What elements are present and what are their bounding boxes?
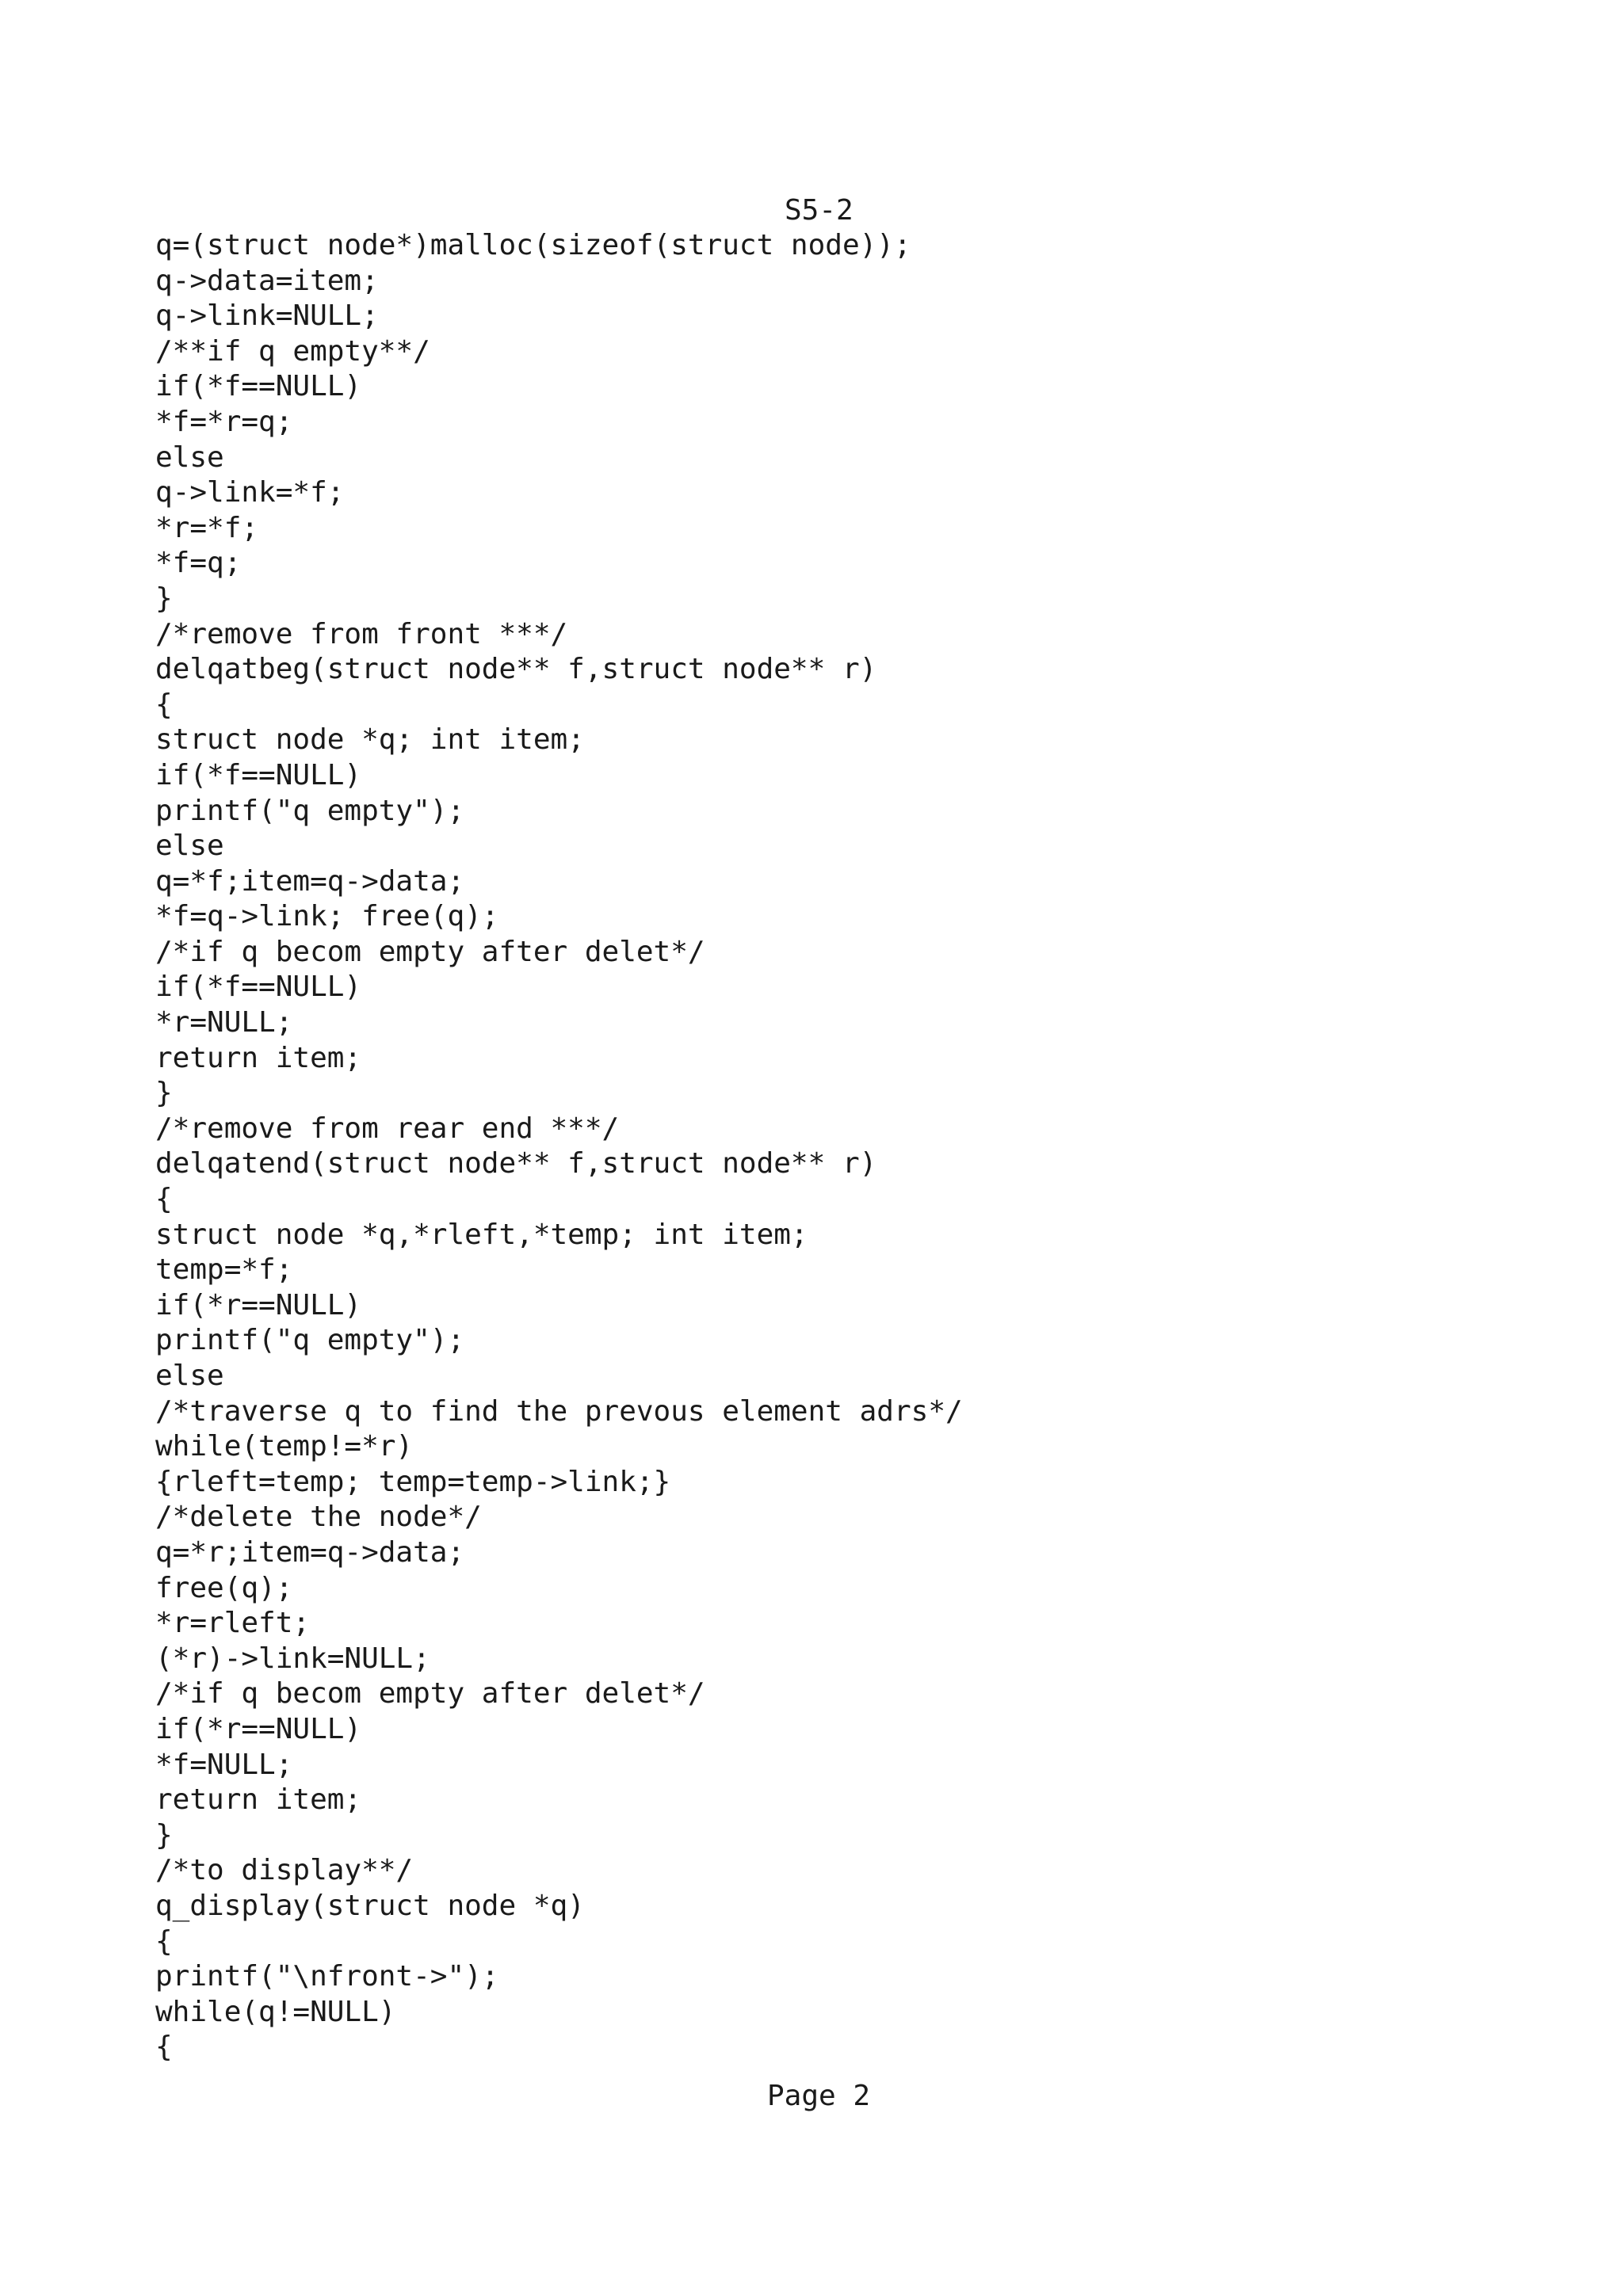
code-line: temp=*f; bbox=[155, 1253, 293, 1287]
code-line: { bbox=[155, 2031, 173, 2064]
code-line: /*traverse q to find the prevous element adrs*/ bbox=[155, 1394, 963, 1428]
code-line: /*remove from front ***/ bbox=[155, 617, 568, 650]
code-line: printf("\nfront->"); bbox=[155, 1960, 499, 1993]
code-line: if(*f==NULL) bbox=[155, 758, 362, 791]
code-line: *r=rleft; bbox=[155, 1607, 311, 1640]
code-line: while(temp!=*r) bbox=[155, 1430, 414, 1463]
code-line: /*to display**/ bbox=[155, 1854, 414, 1887]
code-line: q->link=*f; bbox=[155, 476, 345, 509]
code-line: (*r)->link=NULL; bbox=[155, 1642, 430, 1675]
code-line: delqatbeg(struct node** f,struct node** r) bbox=[155, 653, 877, 686]
code-line: if(*r==NULL) bbox=[155, 1712, 362, 1745]
code-line: q->data=item; bbox=[155, 264, 379, 297]
code-line: *r=*f; bbox=[155, 511, 259, 544]
code-line: q=*f;item=q->data; bbox=[155, 864, 465, 898]
code-line: } bbox=[155, 1077, 173, 1110]
code-line: /*if q becom empty after delet*/ bbox=[155, 1677, 705, 1711]
code-line: else bbox=[155, 830, 224, 863]
code-line: printf("q empty"); bbox=[155, 1324, 465, 1357]
code-line: q=*r;item=q->data; bbox=[155, 1535, 465, 1569]
code-line: else bbox=[155, 1360, 224, 1392]
code-line: *f=NULL; bbox=[155, 1748, 293, 1781]
code-line: *f=*r=q; bbox=[155, 405, 293, 438]
page-number: Page 2 bbox=[767, 2080, 871, 2112]
code-line: printf("q empty"); bbox=[155, 794, 465, 827]
code-line: return item; bbox=[155, 1041, 362, 1074]
code-line: *f=q->link; free(q); bbox=[155, 900, 499, 933]
code-line: free(q); bbox=[155, 1571, 293, 1604]
code-line: /*remove from rear end ***/ bbox=[155, 1112, 620, 1145]
code-line: /*if q becom empty after delet*/ bbox=[155, 935, 705, 968]
code-line: else bbox=[155, 441, 224, 474]
code-line: if(*f==NULL) bbox=[155, 370, 362, 403]
code-line: { bbox=[155, 688, 173, 721]
page-header: S5-2 bbox=[785, 194, 854, 227]
code-line: /*delete the node*/ bbox=[155, 1501, 482, 1534]
code-line: struct node *q; int item; bbox=[155, 723, 585, 757]
code-line: { bbox=[155, 1183, 173, 1216]
code-line: { bbox=[155, 1924, 173, 1958]
code-line: if(*r==NULL) bbox=[155, 1288, 362, 1322]
code-line: q->link=NULL; bbox=[155, 299, 379, 333]
code-line: return item; bbox=[155, 1783, 362, 1817]
code-line: struct node *q,*rleft,*temp; int item; bbox=[155, 1218, 808, 1251]
code-line: *f=q; bbox=[155, 547, 242, 580]
code-line: q_display(struct node *q) bbox=[155, 1889, 585, 1922]
code-line: q=(struct node*)malloc(sizeof(struct node)); bbox=[155, 229, 911, 261]
code-line: /**if q empty**/ bbox=[155, 334, 430, 368]
code-line: {rleft=temp; temp=temp->link;} bbox=[155, 1465, 671, 1498]
code-line: } bbox=[155, 582, 173, 615]
code-line: *r=NULL; bbox=[155, 1006, 293, 1039]
code-listing bbox=[155, 228, 963, 2065]
code-line: if(*f==NULL) bbox=[155, 971, 362, 1004]
code-line: delqatend(struct node** f,struct node** r) bbox=[155, 1147, 877, 1180]
code-line: while(q!=NULL) bbox=[155, 1995, 396, 2028]
code-line: } bbox=[155, 1818, 173, 1852]
